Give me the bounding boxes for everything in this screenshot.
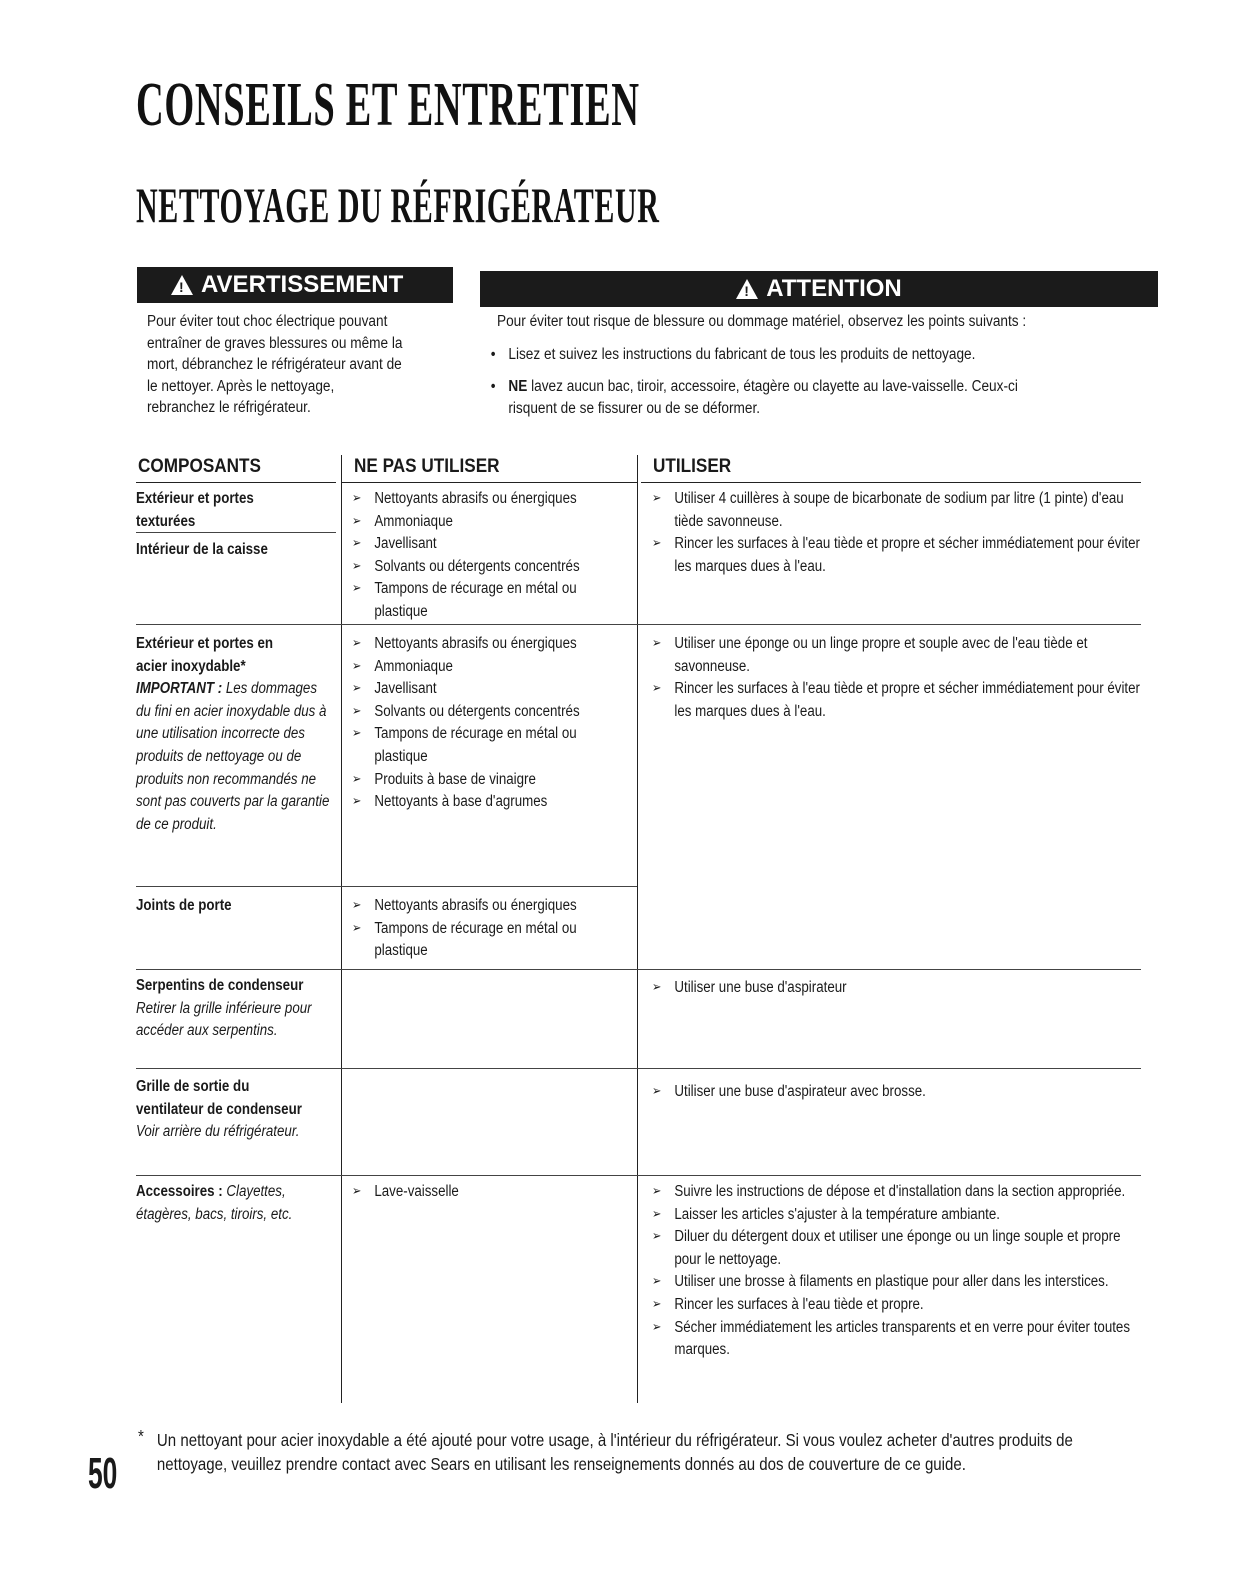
do-not-use-item: ➢ Tampons de récurage en métal ou plastique (352, 723, 607, 768)
warning-triangle-icon (171, 275, 193, 295)
do-not-use-item: ➢ Nettoyants à base d'agrumes (352, 791, 627, 814)
component-name: Extérieur et portes en (136, 635, 274, 652)
do-not-use-item: ➢ Lave-vaisselle (352, 1181, 627, 1204)
footnote (138, 1426, 1118, 1476)
use-item: ➢ Sécher immédiatement les articles transparents et en verre pour éviter toutes marques. (652, 1317, 1134, 1362)
do-not-use-cell (352, 895, 627, 963)
caution-intro: Pour éviter tout risque de blessure ou dommage matériel, observez les points suivants : (497, 313, 1027, 330)
do-not-use-item: ➢ Nettoyants abrasifs ou énergiques (352, 488, 627, 511)
header-underline (641, 482, 1141, 483)
use-item: ➢ Diluer du détergent doux et utiliser une éponge ou un linge souple et propre pour le nettoyage. (652, 1226, 1134, 1271)
page-number: 50 (88, 1449, 118, 1498)
do-not-use-item: ➢ Tampons de récurage en métal ou plastique (352, 578, 607, 623)
do-not-use-item: ➢ Produits à base de vinaigre (352, 769, 627, 792)
do-not-use-item: ➢ Javellisant (352, 533, 627, 556)
use-cell (652, 1181, 1134, 1362)
important-label: IMPORTANT : (136, 680, 223, 698)
warning-line: mort, débranchez le réfrigérateur avant de (147, 356, 402, 373)
header-underline (341, 482, 637, 483)
column-divider (637, 455, 638, 1403)
component-note: Clayettes, étagères, bacs, tiroirs, etc. (136, 1183, 293, 1223)
header-use: UTILISER (653, 455, 732, 477)
warning-banner-label: AVERTISSEMENT (201, 271, 404, 298)
row-divider (136, 969, 1141, 970)
component-cell (136, 975, 330, 1043)
do-not-use-item: ➢ Solvants ou détergents concentrés (352, 556, 627, 579)
bullet-icon: • (490, 378, 496, 395)
do-not-use-item: ➢ Nettoyants abrasifs ou énergiques (352, 895, 627, 918)
warning-line: entraîner de graves blessures ou même la (147, 334, 403, 352)
row-divider (136, 624, 1141, 625)
component-name: Joints de porte (136, 897, 232, 914)
caution-item (489, 376, 1140, 420)
footnote-text: Un nettoyant pour acier inoxydable a été ajouté pour votre usage, à l'intérieur du réfrigérateur. Si vous voulez acheter d'autres produits de nettoyage, veuillez prendre contact avec Sears en utilisant les renseignements donnés au dos de couverture de ce guide. (156, 1430, 1073, 1474)
use-item: ➢ Rincer les surfaces à l'eau tiède et propre. (652, 1294, 1134, 1317)
do-not-use-item: ➢ Javellisant (352, 678, 627, 701)
use-item: ➢ Rincer les surfaces à l'eau tiède et propre et sécher immédiatement pour éviter les marques dues à l'eau. (652, 533, 1142, 578)
caution-item-text: lavez aucun bac, tiroir, accessoire, étagère ou clayette au lave-vaisselle. Ceux-ci (527, 378, 1018, 395)
do-not-use-item: ➢ Ammoniaque (352, 511, 627, 534)
component-cell (136, 633, 330, 836)
use-item: ➢ Utiliser une éponge ou un linge propre et souple avec de l'eau tiède et savonneuse. (652, 633, 1142, 678)
use-cell (652, 1081, 1142, 1104)
component-name: Serpentins de condenseur (136, 977, 304, 994)
do-not-use-cell (352, 1181, 627, 1204)
warning-banner (137, 267, 453, 303)
component-name: Grille de sortie du ventilateur de condenseur (136, 1078, 302, 1118)
warning-line: Pour éviter tout choc électrique pouvant (147, 313, 388, 330)
caution-list (489, 344, 1140, 430)
do-not-use-item: ➢ Nettoyants abrasifs ou énergiques (352, 633, 627, 656)
caution-banner-label: ATTENTION (766, 275, 902, 302)
do-not-use-item: ➢ Tampons de récurage en métal ou plastique (352, 918, 607, 963)
component-cell (136, 1181, 330, 1226)
component-name: acier inoxydable* (136, 657, 246, 675)
row-divider (136, 886, 637, 887)
use-cell (652, 633, 1142, 723)
component-note: Voir arrière du réfrigérateur. (136, 1123, 300, 1141)
caution-banner (480, 271, 1158, 307)
row-divider (136, 1175, 1141, 1176)
row-divider (136, 1068, 1141, 1069)
use-item: ➢ Laisser les articles s'ajuster à la température ambiante. (652, 1204, 1134, 1227)
use-cell (652, 977, 1142, 1000)
component-name: texturées (136, 512, 196, 530)
header-do-not-use: NE PAS UTILISER (354, 455, 500, 477)
warning-line: le nettoyer. Après le nettoyage, (147, 377, 335, 395)
component-cell (136, 488, 334, 562)
use-item: ➢ Suivre les instructions de dépose et d'installation dans la section appropriée. (652, 1181, 1134, 1204)
important-note: Les dommages du fini en acier inoxydable dus à une utilisation incorrecte des produits de nettoyage ou de produits non recommandés ne sont pas couverts par la garantie de ce produit. (136, 680, 330, 833)
caution-item-text: Lisez et suivez les instructions du fabricant de tous les produits de nettoyage. (508, 346, 976, 363)
section-title: NETTOYAGE DU RÉFRIGÉRATEUR (136, 177, 660, 233)
use-item: ➢ Utiliser une buse d'aspirateur avec brosse. (652, 1081, 1142, 1104)
component-cell (136, 1076, 308, 1144)
component-name: Intérieur de la caisse (136, 541, 268, 559)
caution-item-text: risquent de se fissurer ou de se déformer. (508, 400, 761, 417)
do-not-use-cell (352, 488, 627, 624)
page-title: CONSEILS ET ENTRETIEN (136, 71, 640, 139)
do-not-use-item: ➢ Ammoniaque (352, 656, 627, 679)
warning-text (147, 311, 455, 419)
footnote-marker: * (138, 1426, 144, 1446)
header-components: COMPOSANTS (138, 455, 261, 477)
warning-line: rebranchez le réfrigérateur. (147, 399, 311, 416)
use-item: ➢ Rincer les surfaces à l'eau tiède et propre et sécher immédiatement pour éviter les marques dues à l'eau. (652, 678, 1142, 723)
use-cell (652, 488, 1142, 578)
component-name: Extérieur et portes (136, 490, 254, 507)
bullet-icon: • (490, 346, 496, 363)
caution-triangle-icon (736, 279, 758, 299)
header-underline (136, 482, 336, 483)
component-name: Accessoires : (136, 1183, 223, 1200)
use-item: ➢ Utiliser une brosse à filaments en plastique pour aller dans les interstices. (652, 1271, 1134, 1294)
caution-item-bold: NE (508, 378, 528, 395)
component-cell (136, 895, 330, 918)
do-not-use-item: ➢ Solvants ou détergents concentrés (352, 701, 627, 724)
do-not-use-cell (352, 633, 627, 814)
use-item: ➢ Utiliser une buse d'aspirateur (652, 977, 1142, 1000)
component-note: Retirer la grille inférieure pour accéder aux serpentins. (136, 999, 312, 1040)
caution-item (489, 344, 1140, 366)
column-divider (341, 455, 342, 1403)
use-item: ➢ Utiliser 4 cuillères à soupe de bicarbonate de sodium par litre (1 pinte) d'eau tiède savonneuse. (652, 488, 1142, 533)
